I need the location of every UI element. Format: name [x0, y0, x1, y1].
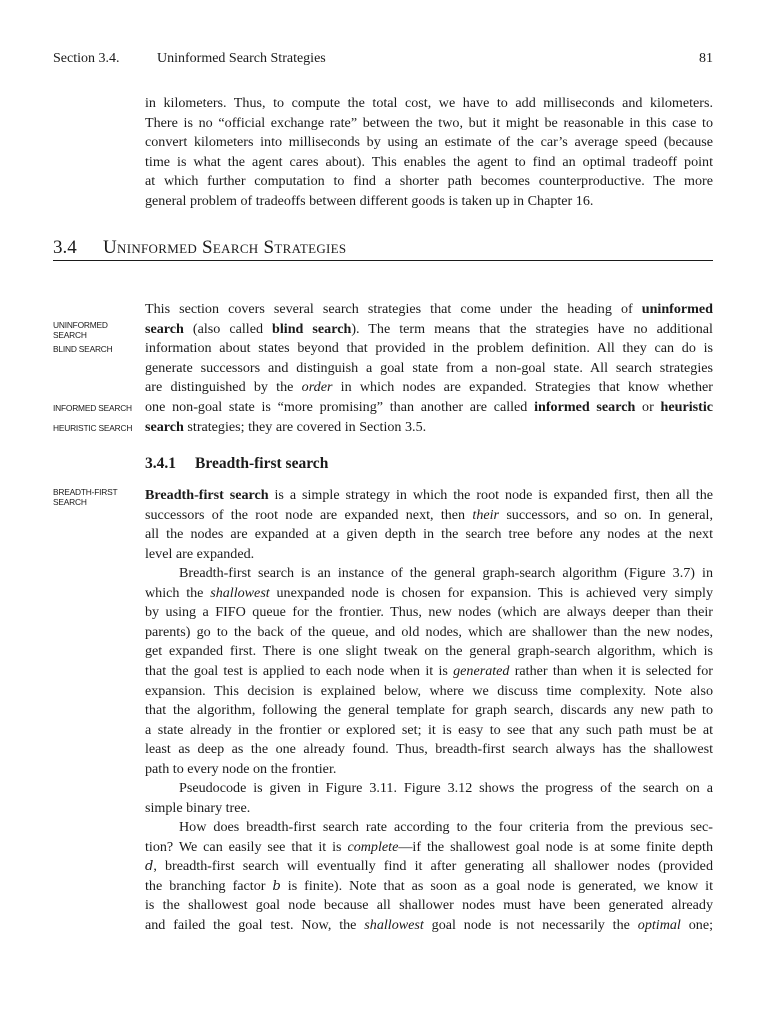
- text-line: Breadth-first search is a simple strategy in which the root node is expanded first, then all the: [145, 487, 714, 503]
- text-line: path to every node on the frontier.: [145, 760, 337, 777]
- term-heuristic: heuristic: [660, 398, 713, 415]
- term-search: search: [145, 418, 184, 435]
- text-line: and failed the goal test. Now, the shallowest goal node is not necessarily the optimal one;: [145, 916, 713, 933]
- section-number: 3.4: [53, 237, 77, 258]
- margin-note-blind-search: BLIND SEARCH: [53, 344, 113, 354]
- text-line: Pseudocode is given in Figure 3.11. Figure 3.12 shows the progress of the search on a: [179, 780, 713, 796]
- section-heading: [53, 236, 713, 261]
- text-line: search (also called blind search). The term means that the strategies have no additional: [145, 320, 713, 337]
- section-title: Uninformed Search Strategies: [103, 237, 347, 258]
- running-header: [53, 51, 713, 71]
- emphasis-optimal: optimal: [637, 916, 681, 933]
- text-line: successors of the root node are expanded next, then their successors, and so on. In general,: [145, 506, 713, 523]
- margin-note-heuristic-search: HEURISTIC SEARCH: [53, 423, 133, 433]
- bfs-paragraph-2: [145, 564, 713, 780]
- margin-note-uninformed-search: UNINFORMED SEARCH: [53, 320, 108, 340]
- text-line: a state already in the frontier or explored set; it is easy to see that any such path must be at: [145, 721, 713, 738]
- text-line: the branching factor b is finite). Note that as soon as a goal node is generated, we know it: [145, 877, 713, 894]
- bfs-paragraph-3: [145, 779, 713, 818]
- bfs-paragraph-1: [145, 486, 713, 564]
- subsection-number: 3.4.1: [145, 455, 176, 472]
- text-line: in kilometers. Thus, to compute the total cost, we have to add milliseconds and kilometers.: [145, 95, 713, 111]
- term-breadth-first-search: Breadth-first search: [145, 487, 269, 503]
- section-paragraph: [145, 300, 713, 437]
- text-line: Breadth-first search is an instance of the general graph-search algorithm (Figure 3.7) in: [179, 565, 713, 581]
- subsection-title: Breadth-first search: [195, 455, 329, 472]
- text-line: How does breadth-first search rate according to the four criteria from the previous sec-: [179, 819, 713, 835]
- text-line: There is no “official exchange rate” between the two, but it might be reasonable in this case to: [145, 114, 713, 131]
- page-number: 81: [699, 51, 713, 66]
- intro-paragraph: [145, 94, 713, 212]
- text-line: which the shallowest unexpanded node is chosen for expansion. This is achieved very simply: [145, 584, 713, 601]
- margin-note-breadth-first-search: BREADTH-FIRST SEARCH: [53, 487, 118, 507]
- term-uninformed: uninformed: [641, 301, 713, 317]
- text-line: general problem of tradeoffs between different goods is taken up in Chapter 16.: [145, 192, 594, 209]
- header-section-number: Section 3.4.: [53, 51, 120, 66]
- math-d: d: [145, 859, 154, 875]
- emphasis-order: order: [301, 379, 333, 396]
- emphasis-shallowest: shallowest: [364, 916, 424, 933]
- text-line: This section covers several search strategies that come under the heading of uninformed: [145, 301, 713, 317]
- text-line: by using a FIFO queue for the frontier. Thus, new nodes (which are always deeper than their: [145, 604, 713, 621]
- text-line: are distinguished by the order in which nodes are expanded. Strategies that know whether: [145, 379, 713, 396]
- text-line: is the shallowest goal node because all shallower nodes must have been generated already: [145, 897, 713, 914]
- text-line: level are expanded.: [145, 545, 255, 562]
- term-blind-search: blind search: [272, 320, 352, 337]
- text-line: generate successors and distinguish a goal state from a non-goal state. All search strategies: [145, 359, 713, 376]
- text-line: parents) go to the back of the queue, and old nodes, which are shallower than the new nodes,: [145, 623, 713, 640]
- text-line: d, breadth-first search will eventually find it after generating all shallower nodes (provided: [145, 858, 713, 875]
- text-line: search strategies; they are covered in Section 3.5.: [145, 418, 427, 435]
- text-line: all the nodes are expanded at a given depth in the search tree before any nodes at the next: [145, 526, 713, 543]
- margin-note-informed-search: INFORMED SEARCH: [53, 403, 132, 413]
- emphasis-complete: complete: [347, 838, 399, 855]
- bfs-paragraph-4: [145, 818, 713, 936]
- text-line: that the algorithm, following the general template for graph search, discards any new path to: [145, 702, 713, 719]
- text-line: time is what the agent cares about). This enables the agent to find an optimal tradeoff point: [145, 153, 713, 170]
- header-section-title: Uninformed Search Strategies: [157, 51, 326, 66]
- math-b: b: [272, 878, 281, 894]
- text-line: one non-goal state is “more promising” than another are called informed search or heuristic: [145, 398, 713, 415]
- text-line: least as deep as the one already found. Thus, breadth-first search always has the shallowest: [145, 741, 713, 758]
- term-informed-search: informed search: [534, 398, 636, 415]
- term-search: search: [145, 320, 184, 337]
- text-line: expansion. This decision is explained below, where we discuss time complexity. Note also: [145, 682, 713, 699]
- emphasis-shallowest: shallowest: [210, 584, 270, 601]
- text-line: that the goal test is applied to each node when it is generated rather than when it is selected for: [145, 662, 713, 679]
- emphasis-their: their: [472, 506, 500, 523]
- text-line: get expanded first. There is one slight tweak on the general graph-search algorithm, which is: [145, 643, 713, 660]
- text-line: simple binary tree.: [145, 799, 251, 816]
- text-line: tion? We can easily see that it is complete—if the shallowest goal node is at some finite depth: [145, 838, 713, 855]
- text-line: information about states beyond that provided in the problem definition. All they can do is: [145, 340, 713, 357]
- text-line: at which further computation to find a shorter path becomes counterproductive. The more: [145, 173, 713, 190]
- text-line: convert kilometers into milliseconds by using an estimate of the car’s average speed (because: [145, 134, 713, 151]
- emphasis-generated: generated: [453, 662, 510, 679]
